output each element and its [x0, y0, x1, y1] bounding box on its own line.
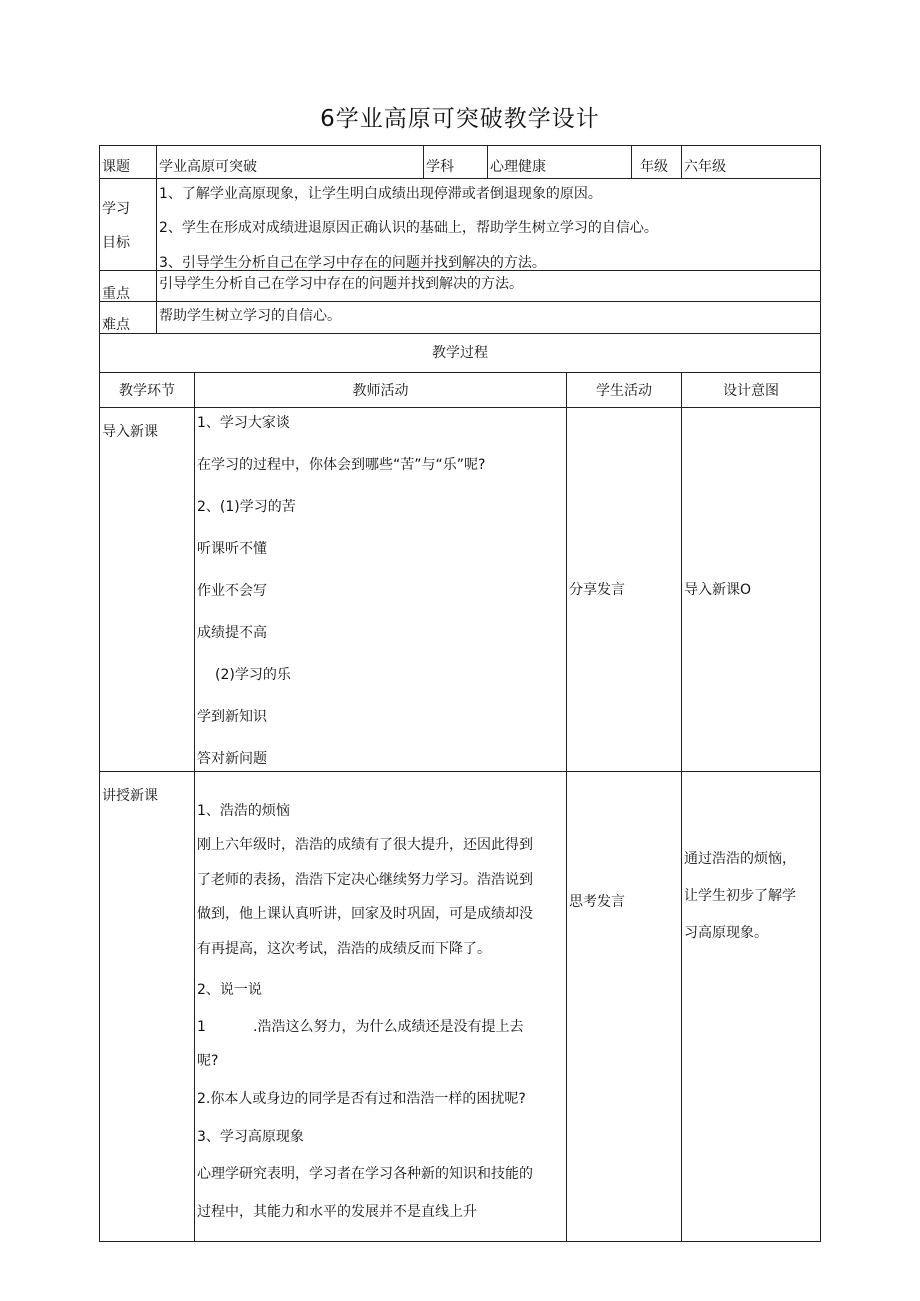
difficulty-value: 帮助学生树立学习的自信心。 [159, 308, 341, 324]
objectives-label-line-2: 目标 [102, 235, 130, 251]
difficulty-label-cell [99, 301, 157, 334]
teacher-line: 过程中，其能力和水平的发展并不是直线上升 [197, 1204, 477, 1220]
teacher-line: 呢? [197, 1053, 219, 1069]
student-activity: 分享发言 [569, 582, 625, 598]
intent-cell-lecture [681, 771, 821, 1242]
teacher-line: 有再提高，这次考试，浩浩的成绩反而下降了。 [197, 941, 491, 957]
teacher-line: 作业不会写 [197, 583, 267, 599]
teacher-line: 2、说一说 [197, 982, 262, 998]
teacher-line: 听课听不懂 [197, 541, 267, 557]
grade-label-cell [631, 145, 682, 179]
column-header-label: 学生活动 [596, 383, 652, 399]
teacher-line: 做到，他上课认真听讲，回家及时巩固，可是成绩却没 [197, 906, 533, 922]
design-intent-line: 通过浩浩的烦恼， [684, 851, 796, 867]
subject-label: 学科 [426, 159, 454, 175]
teacher-line: .浩浩这么努力，为什么成绩还是没有提上去 [253, 1019, 524, 1035]
process-title: 教学过程 [432, 345, 488, 361]
subject-value: 心理健康 [490, 159, 546, 175]
stage-cell-lecture [99, 771, 195, 1242]
teacher-line: 答对新问题 [197, 751, 267, 767]
column-header-stage [99, 372, 195, 408]
design-intent: 导入新课O [684, 582, 752, 598]
teacher-line: (2)学习的乐 [215, 667, 291, 683]
teacher-line: 学到新知识 [197, 709, 267, 725]
column-header-intent [681, 372, 821, 408]
teacher-line: 1、学习大家谈 [197, 415, 290, 431]
process-title-cell [99, 333, 821, 373]
intent-cell-intro [681, 407, 821, 772]
teacher-line: 2、(1)学习的苦 [197, 499, 296, 515]
document-title: 6学业高原可突破教学设计 [320, 106, 600, 132]
column-header-label: 教学环节 [119, 383, 175, 399]
student-activity: 思考发言 [569, 894, 625, 910]
grade-value: 六年级 [684, 159, 726, 175]
difficulty-label: 难点 [102, 317, 130, 333]
student-cell-lecture [566, 771, 682, 1242]
objectives-value-cell [156, 178, 821, 271]
teacher-line: 刚上六年级时，浩浩的成绩有了很大提升，还因此得到 [197, 837, 533, 853]
lesson-value: 学业高原可突破 [159, 159, 257, 175]
subject-value-cell [487, 145, 632, 179]
teacher-line: 2.你本人或身边的同学是否有过和浩浩一样的困扰呢? [197, 1091, 526, 1107]
objectives-label-cell [99, 178, 157, 271]
subject-label-cell [423, 145, 488, 179]
objective-item: 2、学生在形成对成绩进退原因正确认识的基础上，帮助学生树立学习的自信心。 [159, 220, 658, 236]
design-intent-line: 让学生初步了解学 [684, 888, 796, 904]
lesson-label-cell [99, 145, 157, 179]
stage-label: 导入新课 [102, 424, 158, 440]
teacher-line: 了老师的表扬，浩浩下定决心继续努力学习。浩浩说到 [197, 872, 533, 888]
teacher-line: 成绩提不高 [197, 625, 267, 641]
teacher-cell-intro [194, 407, 567, 772]
teacher-line: 在学习的过程中，你体会到哪些“苦”与“乐”呢? [197, 457, 486, 473]
teacher-cell-lecture [194, 771, 567, 1242]
teacher-line: 1 [197, 1019, 206, 1035]
objective-item: 1、了解学业高原现象，让学生明白成绩出现停滞或者倒退现象的原因。 [159, 186, 602, 202]
teacher-line: 3、学习高原现象 [197, 1129, 304, 1145]
key-point-value-cell [156, 270, 821, 302]
stage-label: 讲授新课 [102, 788, 158, 804]
objectives-label-line-1: 学习 [102, 201, 130, 217]
key-point-label-cell [99, 270, 157, 302]
column-header-teacher [194, 372, 567, 408]
lesson-label: 课题 [102, 159, 130, 175]
teacher-line: 心理学研究表明，学习者在学习各种新的知识和技能的 [197, 1166, 533, 1182]
grade-label: 年级 [640, 159, 668, 175]
teacher-line: 1、浩浩的烦恼 [197, 803, 290, 819]
column-header-label: 设计意图 [723, 383, 779, 399]
grade-value-cell [681, 145, 821, 179]
key-point-value: 引导学生分析自己在学习中存在的问题并找到解决的方法。 [159, 276, 523, 292]
stage-cell-intro [99, 407, 195, 772]
lesson-value-cell [156, 145, 424, 179]
design-intent-line: 习高原现象。 [684, 925, 768, 941]
objective-item: 3、引导学生分析自己在学习中存在的问题并找到解决的方法。 [159, 255, 546, 271]
key-point-label: 重点 [102, 286, 130, 302]
difficulty-value-cell [156, 301, 821, 334]
column-header-student [566, 372, 682, 408]
student-cell-intro [566, 407, 682, 772]
column-header-label: 教师活动 [352, 383, 409, 399]
